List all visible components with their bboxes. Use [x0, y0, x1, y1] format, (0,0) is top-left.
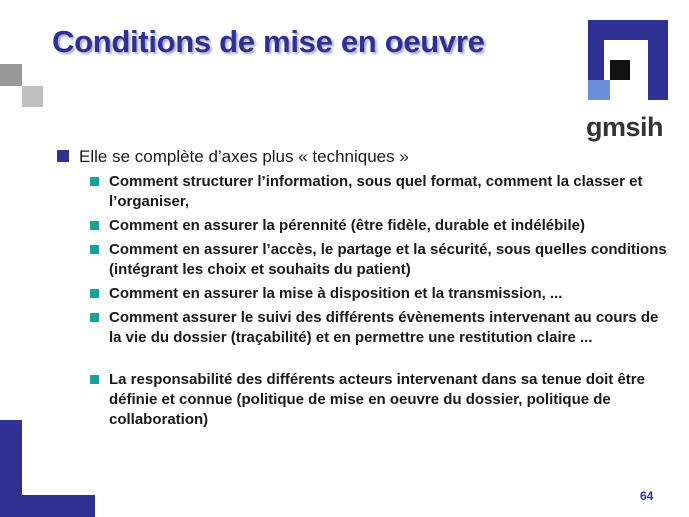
- sub-bullet-text: Comment structurer l’information, sous quel format, comment la classer et l’organiser,: [109, 173, 643, 210]
- sub-bullet: [90, 240, 670, 280]
- bullet-square-icon: [57, 150, 69, 162]
- decorative-square-dark: [0, 64, 22, 86]
- bullet-square-icon: [90, 177, 99, 186]
- sub-bullet-list: [90, 172, 670, 434]
- sub-bullet-text: La responsabilité des différents acteurs intervenant dans sa tenue doit être définie et connue (politique de mise en oeuvre du dossier, politique de collaboration): [109, 371, 645, 428]
- logo-text: gmsih: [586, 112, 664, 142]
- decorative-square-light: [22, 86, 43, 107]
- bullet-square-icon: [90, 221, 99, 230]
- sub-bullet: [90, 308, 670, 348]
- sub-bullet: [90, 284, 670, 304]
- sub-bullet-text: Comment assurer le suivi des différents évènements intervenant au cours de la vie du dossier (traçabilité) et en permettre une restitution claire ...: [109, 309, 659, 346]
- sub-bullet-text: Comment en assurer l’accès, le partage et la sécurité, sous quelles conditions (intégrant les choix et souhaits du patient): [109, 241, 667, 278]
- slide-title: Conditions de mise en oeuvre: [52, 24, 485, 59]
- decorative-corner-horizontal: [0, 495, 95, 517]
- sub-bullet: [90, 216, 670, 236]
- bullet-square-icon: [90, 289, 99, 298]
- sub-bullet: [90, 370, 670, 430]
- bullet-square-icon: [90, 245, 99, 254]
- sub-bullet: [90, 172, 670, 212]
- main-bullet-text: Elle se complète d’axes plus « techniques »: [79, 147, 409, 166]
- bullet-square-icon: [90, 375, 99, 384]
- sub-bullet-text: Comment en assurer la mise à disposition et la transmission, ...: [109, 285, 563, 302]
- page-number: 64: [640, 489, 654, 503]
- bullet-square-icon: [90, 313, 99, 322]
- main-bullet: [57, 147, 409, 167]
- sub-bullet-text: Comment en assurer la pérennité (être fidèle, durable et indélébile): [109, 217, 585, 234]
